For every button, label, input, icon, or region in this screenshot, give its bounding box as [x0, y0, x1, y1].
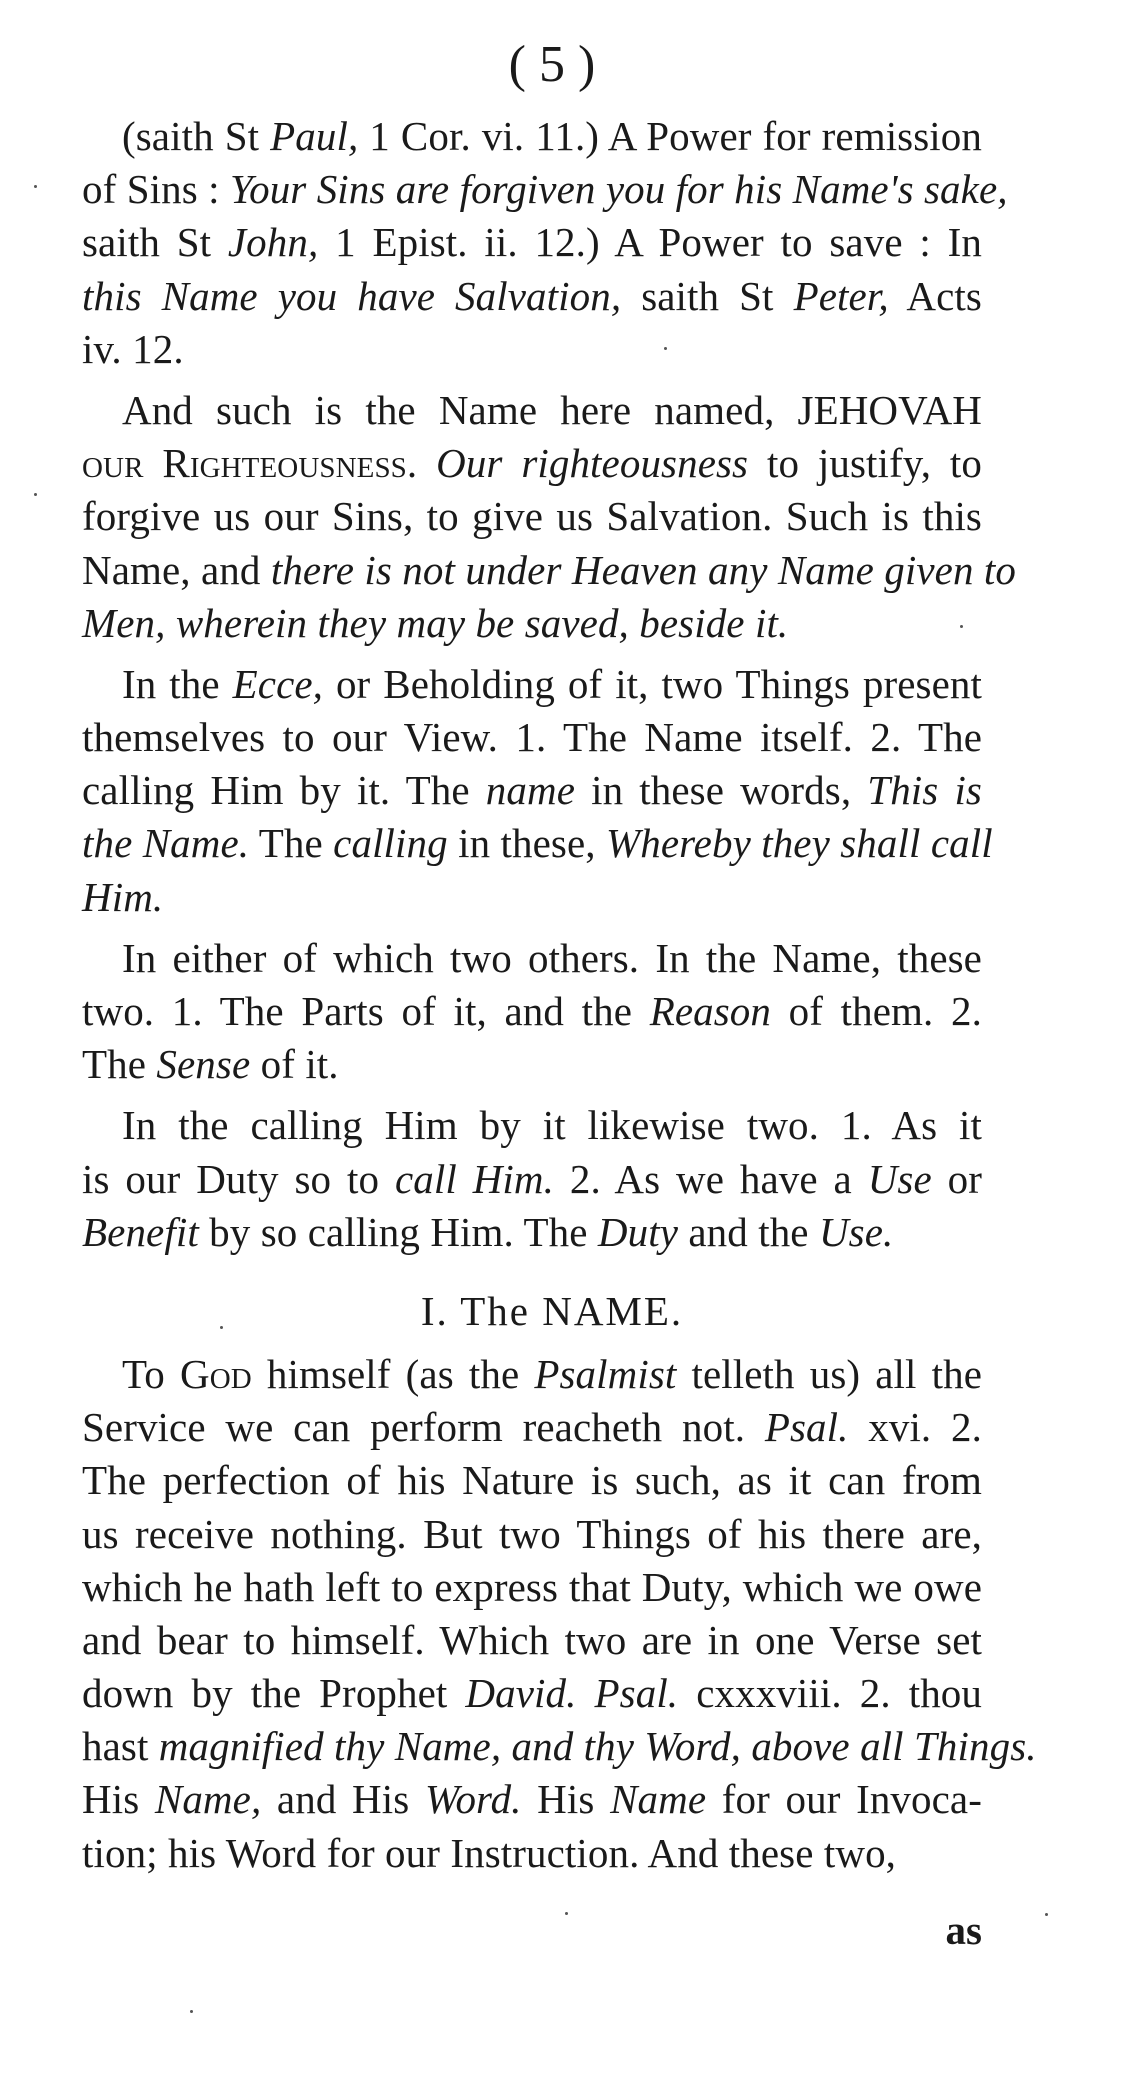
text-run: 1 Epist. ii. 12.) A Power to save : In [318, 219, 982, 266]
text-line [82, 323, 982, 376]
text-line [82, 384, 982, 437]
text-line [82, 1153, 982, 1206]
italic-run: Men, wherein they may be saved, beside it. [82, 599, 789, 646]
print-speck [220, 1326, 223, 1329]
text-run: and the [678, 1208, 819, 1255]
text-run: In the [122, 660, 233, 707]
italic-run: Ecce, [232, 660, 324, 707]
text-run: Acts [888, 272, 982, 319]
text-run: in these, [447, 820, 606, 867]
text-run: calling Him by it. The [82, 767, 486, 814]
text-line [82, 1401, 982, 1454]
text-line [82, 1720, 1037, 1773]
text-line [82, 1099, 982, 1152]
text-run: (saith St [122, 113, 271, 159]
text-line [82, 658, 982, 711]
text-run: us receive nothing. But two Things of his there are, [82, 1510, 982, 1557]
text-run: two. 1. The Parts of it, and the [82, 988, 650, 1034]
text-run: of it. [250, 1041, 339, 1088]
text-run: or [931, 1155, 982, 1202]
text-run: His [521, 1776, 611, 1823]
text-line [82, 985, 982, 1038]
paragraph-gap [82, 1091, 982, 1099]
print-speck [34, 493, 37, 496]
text-line [82, 1827, 982, 1880]
text-run: Name, and [82, 546, 271, 593]
italic-run: Sense [156, 1041, 251, 1088]
text-line [82, 490, 982, 543]
paragraph-gap [82, 1880, 982, 1888]
italic-run: this Name you have Salvation, [82, 272, 622, 319]
text-line [82, 1773, 982, 1826]
print-speck [34, 185, 37, 188]
italic-run: Use. [818, 1208, 894, 1255]
italic-run: the Name. [82, 820, 250, 867]
text-run: of Sins : [82, 166, 230, 213]
catchword: as [945, 1906, 982, 1953]
italic-run: Reason [649, 988, 771, 1034]
italic-run: David. [465, 1670, 577, 1717]
italic-run: Psalmist [534, 1350, 677, 1397]
italic-run: Our righteousness [436, 440, 749, 487]
text-run: 2. As we have a [553, 1155, 868, 1202]
italic-run: Peter, [793, 272, 889, 319]
italic-run: Duty [597, 1208, 679, 1255]
book-page [82, 30, 1037, 1957]
italic-run: Use [867, 1155, 932, 1202]
italic-run: Whereby they shall call [605, 820, 993, 867]
text-line [82, 1038, 982, 1091]
text-run [576, 1670, 594, 1716]
text-line [82, 110, 982, 163]
paragraph-gap [82, 376, 982, 384]
text-line [82, 817, 993, 870]
italic-run: This is [867, 767, 982, 814]
text-run: and His [261, 1776, 425, 1823]
text-run: The perfection of his Nature is such, as it can from [82, 1457, 982, 1504]
text-run [417, 440, 436, 486]
text-run: saith St [82, 219, 228, 266]
italic-run: Benefit [82, 1208, 199, 1255]
text-run: tion; his Word for our Instruction. And these two, [82, 1829, 897, 1876]
text-line [82, 1667, 982, 1720]
italic-run: Word. [424, 1776, 522, 1823]
text-run: saith St [621, 272, 794, 319]
text-run: Service we can perform reacheth not. [82, 1404, 765, 1451]
text-line [82, 1561, 982, 1614]
italic-run: magnified thy Name, and thy Word, above all Things. [158, 1723, 1037, 1770]
page-number: ( 5 ) [508, 36, 596, 93]
italic-run: Paul, [270, 113, 359, 159]
small-caps-run: our Righteousness. [82, 440, 418, 487]
text-run: To [122, 1350, 180, 1397]
print-speck [190, 2010, 193, 2013]
text-line [82, 1206, 982, 1259]
text-run: and bear to himself. Which two are in one Verse set [82, 1616, 982, 1663]
text-line [82, 711, 982, 764]
text-run: In either of which two others. In the Name, these [122, 934, 982, 981]
text-line [82, 1508, 982, 1561]
text-run: for our Invoca- [706, 1776, 982, 1823]
text-run: The [82, 1041, 157, 1088]
body-text-before-heading [82, 110, 1016, 1267]
text-run: of them. 2. [771, 988, 982, 1034]
print-speck [664, 347, 667, 350]
section-heading: I. The NAME. [420, 1287, 684, 1334]
text-run: himself (as the [251, 1350, 535, 1397]
text-run: cxxxviii. 2. thou [678, 1670, 982, 1717]
text-run: which he hath left to express that Duty, which we owe [82, 1563, 982, 1610]
text-run: forgive us our Sins, to give us Salvation. Such is this [82, 493, 982, 540]
text-run: In the calling Him by it likewise two. 1. As it [122, 1102, 982, 1149]
text-line [82, 597, 982, 650]
italic-run: Psal. [594, 1670, 679, 1717]
text-line [82, 216, 982, 269]
italic-run: call Him. [394, 1155, 554, 1202]
text-line [82, 764, 982, 817]
text-run: hast [82, 1723, 159, 1770]
italic-run: Name, [154, 1776, 262, 1823]
text-run: by so calling Him. The [198, 1208, 598, 1255]
text-run: xvi. 2. [848, 1404, 982, 1451]
body-text-after-heading [82, 1348, 1037, 1888]
text-run: to justify, to [748, 440, 982, 487]
print-speck [565, 1912, 568, 1915]
text-run: themselves to our View. 1. The Name itself. 2. The [82, 714, 982, 761]
paragraph-gap [82, 924, 982, 932]
text-run: The [249, 820, 334, 867]
print-speck [1045, 1913, 1048, 1916]
paragraph-gap [82, 650, 982, 658]
italic-run: Him. [82, 873, 164, 920]
text-line [82, 544, 1016, 597]
text-run: or Beholding of it, two Things present [323, 660, 982, 707]
italic-run: name [485, 767, 575, 814]
text-line [82, 270, 982, 323]
text-line [82, 871, 982, 924]
italic-run: Name [610, 1776, 707, 1823]
text-run: 1 Cor. vi. 11.) A Power for remission [358, 113, 982, 159]
text-line [82, 1614, 982, 1667]
paragraph-gap [82, 1259, 982, 1267]
text-run: And such is the Name here named, JEHOVAH [122, 386, 982, 433]
text-run: telleth us) all the [676, 1350, 983, 1397]
text-run: His [82, 1776, 155, 1823]
italic-run: John, [227, 219, 319, 266]
text-line [82, 1348, 982, 1401]
text-line [82, 163, 1008, 216]
text-line [82, 932, 982, 985]
italic-run: there is not under Heaven any Name given to [270, 546, 1016, 593]
text-line [82, 437, 982, 490]
text-run: is our Duty so to [82, 1155, 395, 1202]
text-run: iv. 12. [82, 325, 184, 372]
italic-run: Psal. [764, 1404, 849, 1451]
italic-run: Your Sins are forgiven you for his Name's sake, [229, 166, 1008, 213]
italic-run: calling [333, 820, 448, 867]
text-run: down by the Prophet [82, 1670, 466, 1717]
text-line [82, 1454, 982, 1507]
small-caps-run: God [179, 1350, 252, 1397]
print-speck [960, 625, 963, 628]
text-run: in these words, [575, 767, 868, 814]
